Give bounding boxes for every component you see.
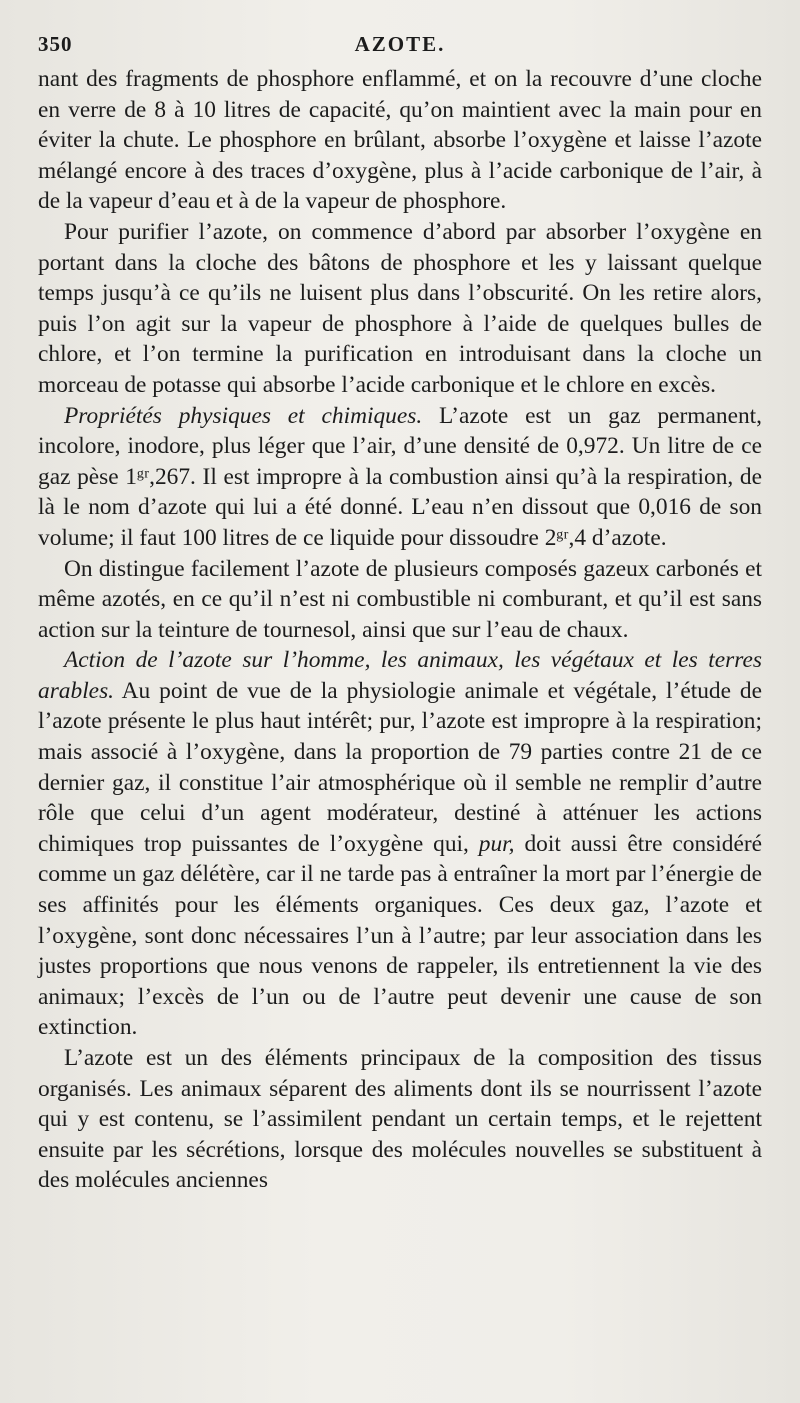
paragraph-5-text-a: Au point de vue de la physiologie animale et végétale, l’étude de l’azote présente le plus haut intérêt; pur, l’azote est impropre à la respiration; mais associé à l’oxygène, dans la proportion de 79 parties contre 21 de ce dernier gaz, il constitue l’air atmosphérique où il semble ne remplir d’autre rôle que celui d’un agent modérateur, destiné à atténuer les actions chimiques trop puissantes de l’oxygène qui, bbox=[38, 677, 762, 857]
section-heading-action: Action de l’azote sur l’homme, les animaux, les végétaux et les terres arables. bbox=[38, 647, 762, 704]
paragraph-5 bbox=[38, 645, 762, 1043]
running-head bbox=[38, 22, 762, 62]
paragraph-6 bbox=[38, 1043, 762, 1196]
body-text bbox=[38, 64, 762, 1196]
paragraph-2-text: Pour purifier l’azote, on commence d’abord par absorber l’oxygène en portant dans la cloche des bâtons de phosphore et les y laissant quelque temps jusqu’à ce qu’ils ne luisent plus dans l’obscurité. On les retire alors, puis l’on agit sur la vapeur de phosphore à l’aide de quelques bulles de chlore, et l’on termine la purification en introduisant dans la cloche un morceau de potasse qui absorbe l’acide carbonique et le chlore en excès. bbox=[38, 218, 762, 398]
paragraph-1-text: nant des fragments de phosphore enflammé, et on la recouvre d’une cloche en verre de 8 à 10 litres de capacité, qu’on maintient avec la main pour en éviter la chute. Le phosphore en brûlant, absorbe l’oxygène et laisse l’azote mélangé encore à des traces d’oxygène, plus à l’acide carbonique de l’air, à de la vapeur d’eau et à de la vapeur de phosphore. bbox=[38, 66, 762, 215]
section-heading-properties: Propriétés physiques et chimiques. bbox=[64, 402, 423, 429]
paragraph-3 bbox=[38, 401, 762, 554]
paragraph-2 bbox=[38, 217, 762, 401]
paragraph-4-text: On distingue facilement l’azote de plusieurs composés gazeux carbonés et même azotés, en ce qu’il n’est ni combustible ni comburant, et qu’il est sans action sur la teinture de tournesol, ainsi que sur l’eau de chaux. bbox=[38, 555, 762, 643]
paragraph-1 bbox=[38, 64, 762, 217]
paragraph-4 bbox=[38, 554, 762, 646]
paragraph-5-italic-pur: pur, bbox=[478, 830, 515, 857]
paragraph-6-text: L’azote est un des éléments principaux de la composition des tissus organisés. Les animaux séparent des aliments dont ils se nourrissent l’azote qui y est contenu, se l’assimilent pendant un certain temps, et le rejettent ensuite par les sécrétions, lorsque des molécules nouvelles se substituent à des molécules anciennes bbox=[38, 1045, 762, 1194]
paragraph-3-text: L’azote est un gaz permanent, incolore, inodore, plus léger que l’air, d’une densité de 0,972. Un litre de ce gaz pèse 1ᵍʳ,267. Il est impropre à la combustion ainsi qu’à la respiration, de là le nom d’azote qui lui a été donné. L’eau n’en dissout que 0,016 de son volume; il faut 100 litres de ce liquide pour dissoudre 2ᵍʳ,4 d’azote. bbox=[38, 402, 762, 551]
paragraph-5-text-b: doit aussi être considéré comme un gaz délétère, car il ne tarde pas à entraîner la mort par l’énergie de ses affinités pour les éléments organiques. Ces deux gaz, l’azote et l’oxygène, sont donc nécessaires l’un à l’autre; par leur association dans les justes proportions que nous venons de rappeler, ils entretiennent la vie des animaux; l’excès de l’un ou de l’autre peut devenir une cause de son extinction. bbox=[38, 830, 763, 1041]
running-title: AZOTE. bbox=[354, 32, 446, 56]
page-number: 350 bbox=[38, 32, 73, 56]
